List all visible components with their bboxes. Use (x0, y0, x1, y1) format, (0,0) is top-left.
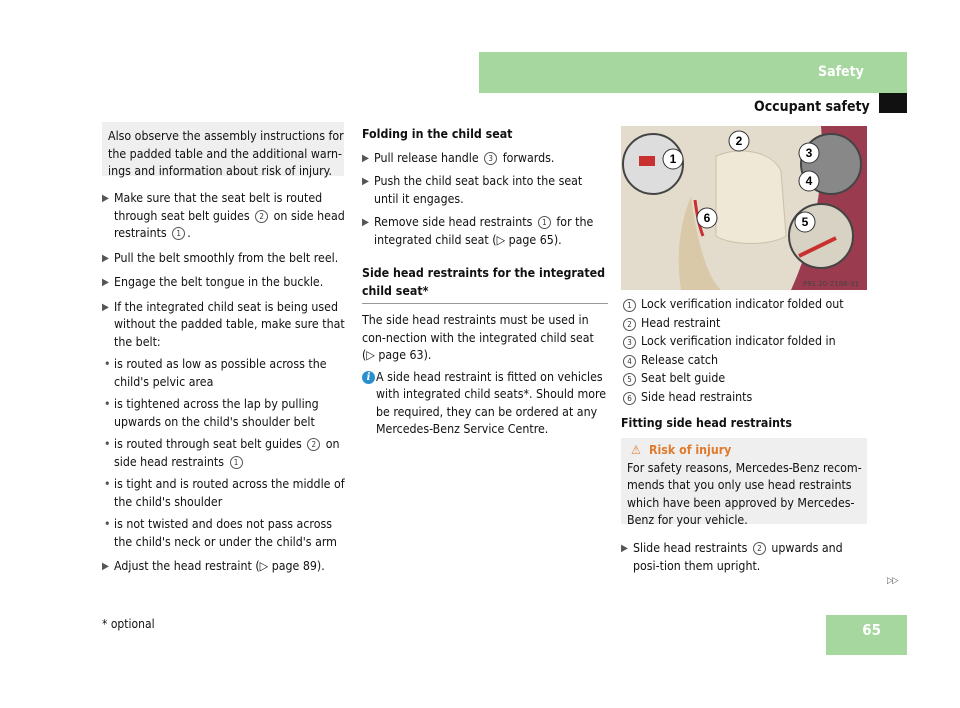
callout-marker: 1 (538, 216, 551, 229)
subsection-title: Occupant safety (754, 99, 870, 115)
step-text: Adjust the head restraint ( (114, 559, 260, 573)
callout-marker: 2 (307, 438, 320, 451)
middle-column (362, 126, 608, 439)
right-column (621, 296, 867, 433)
photo-callout: 2 (735, 134, 743, 148)
step-item (102, 250, 350, 268)
right-step (621, 540, 867, 575)
legend-text: Release catch (641, 352, 718, 367)
header-marker (879, 93, 907, 113)
step-item (621, 540, 867, 575)
step-item (102, 558, 350, 576)
arrow-icon: ▶ (621, 543, 628, 554)
body-paragraph (362, 312, 608, 365)
risk-title-text: Risk of injury (649, 443, 732, 457)
arrow-icon: ▶ (102, 277, 109, 288)
photo-callout: 5 (801, 215, 809, 229)
callout-marker: 1 (172, 227, 185, 240)
section-heading: Fitting side head restraints (621, 416, 792, 430)
page-link[interactable]: page 89). (271, 559, 325, 573)
note-text: Also observe the assembly instructions for the padded table and the additional warn-ings and information about risk of injury. (108, 129, 344, 178)
legend-item (621, 315, 867, 333)
step-text: forwards. (502, 150, 555, 165)
legend-item (621, 370, 867, 388)
legend-text: Side head restraints (641, 389, 753, 404)
step-item (102, 274, 350, 292)
child-seat-illustration (621, 126, 867, 290)
photo-callout: 4 (805, 174, 813, 188)
info-icon: i (362, 371, 375, 384)
bullet-text: is tight and is routed across the middle of the child's shoulder (114, 477, 345, 509)
step-text: Push the child seat back into the seat until it engages. (374, 174, 583, 206)
info-note (362, 369, 608, 439)
step-text: for the integrated child seat ( (374, 215, 594, 247)
step-text: Slide head restraints (633, 541, 748, 555)
risk-heading (627, 442, 867, 460)
page-ref-icon: ▷ (496, 232, 506, 247)
legend-text: Head restraint (641, 315, 721, 330)
left-column (102, 190, 350, 576)
legend-text: Lock verification indicator folded out (641, 297, 844, 311)
step-item (362, 214, 608, 249)
step-text: . (187, 226, 191, 240)
bullet-text: on side head restraints (114, 437, 340, 469)
step-item (102, 190, 350, 243)
legend-text: Seat belt guide (641, 371, 726, 385)
body-text: The side head restraints must be used in con-nection with the integrated child seat ( (362, 313, 594, 362)
step-item (362, 150, 608, 168)
bullet-text: is routed through seat belt guides (114, 437, 302, 451)
bullet-item (102, 436, 350, 471)
callout-marker: 2 (623, 318, 636, 331)
arrow-icon: ▶ (102, 561, 109, 572)
bullet-text: is not twisted and does not pass across the child's neck or under the child's arm (114, 517, 337, 549)
child-seat-photo (621, 126, 867, 290)
legend-item (621, 389, 867, 407)
page-link[interactable]: page 65). (508, 232, 562, 247)
photo-callout: 6 (703, 211, 711, 225)
photo-callout: 1 (669, 152, 677, 166)
bullet-icon: • (104, 477, 111, 491)
step-item (362, 173, 608, 208)
heading-rule (362, 303, 608, 304)
legend-item (621, 333, 867, 351)
warning-icon: ⚠ (631, 443, 641, 457)
bullet-text: is tightened across the lap by pulling upwards on the child's shoulder belt (114, 397, 319, 429)
page-ref-icon: ▷ (366, 348, 375, 362)
bullet-icon: • (104, 517, 111, 531)
bullet-text: is routed as low as possible across the child's pelvic area (114, 357, 327, 389)
callout-marker: 6 (623, 392, 636, 405)
callout-marker: 2 (753, 542, 766, 555)
callout-marker: 5 (623, 373, 636, 386)
step-text: Pull release handle (374, 150, 479, 165)
photo-callout: 3 (805, 146, 813, 160)
photo-code: P91.20-2186-31 (803, 280, 860, 288)
section-heading: Side head restraints for the integrated child seat* (362, 266, 606, 298)
bullet-item (102, 396, 350, 431)
section-title: Safety (818, 64, 864, 80)
risk-box (621, 438, 867, 527)
arrow-icon: ▶ (102, 252, 109, 264)
bullet-icon: • (104, 397, 111, 411)
callout-marker: 3 (623, 336, 636, 349)
step-text: If the integrated child seat is being used without the padded table, make sure that the belt: (114, 299, 345, 349)
info-text: A side head restraint is fitted on vehicles with integrated child seats*. Should more be required, they can be ordered at any Mercedes-Benz Service Centre. (376, 369, 607, 436)
page-number: 65 (862, 621, 881, 639)
step-text: Make sure that the seat belt is routed through seat belt guides (114, 191, 323, 223)
arrow-icon: ▶ (362, 152, 369, 164)
arrow-icon: ▶ (362, 176, 369, 187)
step-text: upwards and posi-tion them upright. (633, 541, 843, 573)
arrow-icon: ▶ (362, 217, 369, 228)
bullet-icon: • (104, 357, 111, 371)
bullet-icon: • (104, 437, 111, 451)
bullet-item (102, 476, 350, 511)
note-box (102, 122, 344, 176)
step-text: on side head restraints (114, 208, 345, 240)
step-text: Pull the belt smoothly from the belt reel. (114, 250, 339, 265)
legend-text: Lock verification indicator folded in (641, 334, 836, 348)
step-text: Remove side head restraints (374, 215, 533, 229)
arrow-icon: ▶ (102, 301, 109, 313)
step-text: Engage the belt tongue in the buckle. (114, 275, 324, 289)
section-heading: Folding in the child seat (362, 127, 513, 141)
page-ref-icon: ▷ (259, 559, 269, 573)
callout-marker: 3 (484, 152, 497, 165)
arrow-icon: ▶ (102, 193, 109, 204)
callout-marker: 2 (255, 210, 268, 223)
callout-marker: 1 (230, 456, 243, 469)
bullet-item (102, 356, 350, 391)
risk-text: For safety reasons, Mercedes-Benz recom-mends that you only use head restraints which have been approved by Mercedes-Benz for your vehicle. (627, 460, 862, 527)
legend-item (621, 352, 867, 370)
legend-item (621, 296, 867, 314)
page-link[interactable]: page 63). (378, 348, 432, 362)
continue-icon: ▷▷ (887, 576, 898, 586)
callout-marker: 1 (623, 299, 636, 312)
bullet-item (102, 516, 350, 551)
legend-list (621, 296, 867, 406)
footnote: * optional (102, 617, 155, 631)
callout-marker: 4 (623, 355, 636, 368)
step-item (102, 299, 350, 352)
